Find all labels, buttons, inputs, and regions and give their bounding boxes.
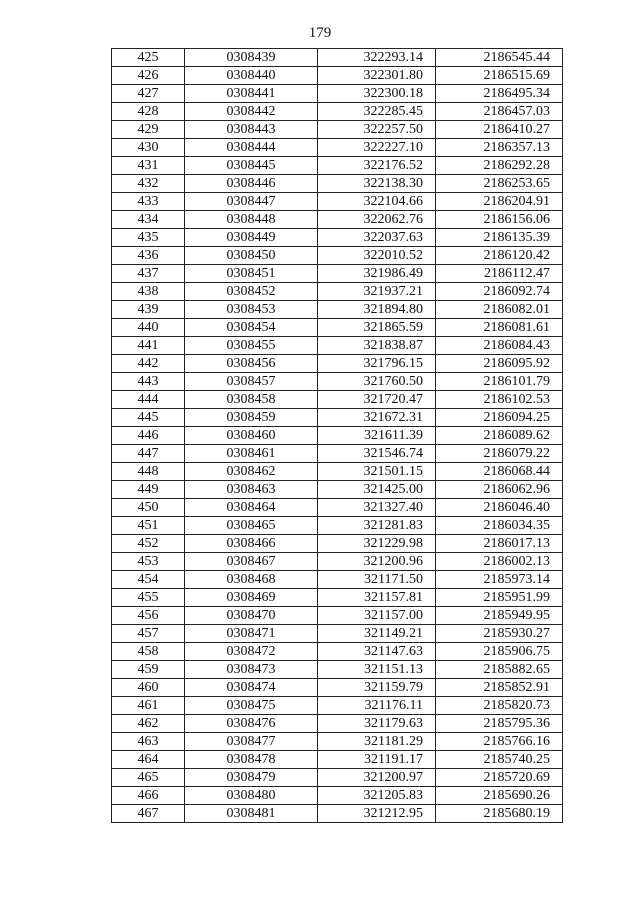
point-index-cell: 435 (112, 229, 185, 247)
point-code-cell: 0308454 (185, 319, 318, 337)
y-coordinate-cell: 2185690.26 (436, 787, 563, 805)
y-coordinate-cell: 2185949.95 (436, 607, 563, 625)
point-code-cell: 0308467 (185, 553, 318, 571)
table-row (112, 625, 563, 643)
point-code-cell: 0308468 (185, 571, 318, 589)
table-row (112, 517, 563, 535)
point-index-cell: 454 (112, 571, 185, 589)
point-index-cell: 466 (112, 787, 185, 805)
table-row (112, 175, 563, 193)
page-number: 179 (308, 25, 332, 41)
y-coordinate-cell: 2185973.14 (436, 571, 563, 589)
point-code-cell: 0308464 (185, 499, 318, 517)
table-body (112, 49, 563, 823)
x-coordinate-cell: 322138.30 (318, 175, 436, 193)
point-code-cell: 0308451 (185, 265, 318, 283)
point-code-cell: 0308458 (185, 391, 318, 409)
point-code-cell: 0308465 (185, 517, 318, 535)
point-index-cell: 434 (112, 211, 185, 229)
x-coordinate-cell: 322293.14 (318, 49, 436, 67)
x-coordinate-cell: 322257.50 (318, 121, 436, 139)
y-coordinate-cell: 2185740.25 (436, 751, 563, 769)
y-coordinate-cell: 2185930.27 (436, 625, 563, 643)
point-index-cell: 427 (112, 85, 185, 103)
point-index-cell: 426 (112, 67, 185, 85)
point-index-cell: 441 (112, 337, 185, 355)
point-index-cell: 460 (112, 679, 185, 697)
y-coordinate-cell: 2185766.16 (436, 733, 563, 751)
point-index-cell: 446 (112, 427, 185, 445)
x-coordinate-cell: 321179.63 (318, 715, 436, 733)
y-coordinate-cell: 2186102.53 (436, 391, 563, 409)
table-row (112, 193, 563, 211)
table-row (112, 697, 563, 715)
y-coordinate-cell: 2186082.01 (436, 301, 563, 319)
table-row (112, 229, 563, 247)
table-row (112, 373, 563, 391)
y-coordinate-cell: 2185906.75 (436, 643, 563, 661)
point-code-cell: 0308480 (185, 787, 318, 805)
table-row (112, 769, 563, 787)
point-index-cell: 439 (112, 301, 185, 319)
point-index-cell: 459 (112, 661, 185, 679)
table-row (112, 445, 563, 463)
x-coordinate-cell: 321212.95 (318, 805, 436, 823)
table-row (112, 211, 563, 229)
y-coordinate-cell: 2186062.96 (436, 481, 563, 499)
table-row (112, 499, 563, 517)
x-coordinate-cell: 322062.76 (318, 211, 436, 229)
table-row (112, 481, 563, 499)
table-row (112, 607, 563, 625)
y-coordinate-cell: 2185882.65 (436, 661, 563, 679)
y-coordinate-cell: 2186457.03 (436, 103, 563, 121)
x-coordinate-cell: 322037.63 (318, 229, 436, 247)
table-row (112, 139, 563, 157)
point-code-cell: 0308461 (185, 445, 318, 463)
table-row (112, 463, 563, 481)
point-code-cell: 0308455 (185, 337, 318, 355)
point-code-cell: 0308475 (185, 697, 318, 715)
point-index-cell: 464 (112, 751, 185, 769)
x-coordinate-cell: 321159.79 (318, 679, 436, 697)
point-index-cell: 458 (112, 643, 185, 661)
table-row (112, 121, 563, 139)
point-index-cell: 461 (112, 697, 185, 715)
x-coordinate-cell: 321796.15 (318, 355, 436, 373)
point-index-cell: 465 (112, 769, 185, 787)
table-row (112, 715, 563, 733)
x-coordinate-cell: 322010.52 (318, 247, 436, 265)
point-index-cell: 450 (112, 499, 185, 517)
point-code-cell: 0308469 (185, 589, 318, 607)
x-coordinate-cell: 321672.31 (318, 409, 436, 427)
x-coordinate-cell: 322104.66 (318, 193, 436, 211)
x-coordinate-cell: 321181.29 (318, 733, 436, 751)
point-code-cell: 0308477 (185, 733, 318, 751)
x-coordinate-cell: 321200.97 (318, 769, 436, 787)
point-code-cell: 0308476 (185, 715, 318, 733)
point-code-cell: 0308447 (185, 193, 318, 211)
y-coordinate-cell: 2185852.91 (436, 679, 563, 697)
point-index-cell: 457 (112, 625, 185, 643)
x-coordinate-cell: 321149.21 (318, 625, 436, 643)
table-row (112, 427, 563, 445)
x-coordinate-cell: 321986.49 (318, 265, 436, 283)
point-index-cell: 438 (112, 283, 185, 301)
x-coordinate-cell: 321281.83 (318, 517, 436, 535)
y-coordinate-cell: 2185795.36 (436, 715, 563, 733)
x-coordinate-cell: 321865.59 (318, 319, 436, 337)
table-row (112, 589, 563, 607)
y-coordinate-cell: 2186112.47 (436, 265, 563, 283)
point-index-cell: 425 (112, 49, 185, 67)
point-code-cell: 0308442 (185, 103, 318, 121)
x-coordinate-cell: 321611.39 (318, 427, 436, 445)
x-coordinate-cell: 321501.15 (318, 463, 436, 481)
point-index-cell: 448 (112, 463, 185, 481)
table-row (112, 553, 563, 571)
point-index-cell: 463 (112, 733, 185, 751)
x-coordinate-cell: 321838.87 (318, 337, 436, 355)
x-coordinate-cell: 321425.00 (318, 481, 436, 499)
table-row (112, 535, 563, 553)
point-code-cell: 0308449 (185, 229, 318, 247)
point-index-cell: 456 (112, 607, 185, 625)
point-index-cell: 455 (112, 589, 185, 607)
point-index-cell: 437 (112, 265, 185, 283)
x-coordinate-cell: 321760.50 (318, 373, 436, 391)
table-row (112, 355, 563, 373)
table-row (112, 661, 563, 679)
table-row (112, 643, 563, 661)
x-coordinate-cell: 322300.18 (318, 85, 436, 103)
point-index-cell: 433 (112, 193, 185, 211)
point-index-cell: 443 (112, 373, 185, 391)
y-coordinate-cell: 2186495.34 (436, 85, 563, 103)
table-row (112, 679, 563, 697)
table-row (112, 319, 563, 337)
point-index-cell: 430 (112, 139, 185, 157)
point-index-cell: 453 (112, 553, 185, 571)
y-coordinate-cell: 2186292.28 (436, 157, 563, 175)
point-index-cell: 462 (112, 715, 185, 733)
point-code-cell: 0308479 (185, 769, 318, 787)
y-coordinate-cell: 2186034.35 (436, 517, 563, 535)
point-code-cell: 0308439 (185, 49, 318, 67)
point-code-cell: 0308457 (185, 373, 318, 391)
y-coordinate-cell: 2186095.92 (436, 355, 563, 373)
y-coordinate-cell: 2186081.61 (436, 319, 563, 337)
table-row (112, 805, 563, 823)
x-coordinate-cell: 321157.00 (318, 607, 436, 625)
point-code-cell: 0308459 (185, 409, 318, 427)
table-row (112, 391, 563, 409)
y-coordinate-cell: 2186089.62 (436, 427, 563, 445)
y-coordinate-cell: 2185951.99 (436, 589, 563, 607)
x-coordinate-cell: 321147.63 (318, 643, 436, 661)
table-row (112, 787, 563, 805)
point-index-cell: 445 (112, 409, 185, 427)
y-coordinate-cell: 2186094.25 (436, 409, 563, 427)
point-index-cell: 467 (112, 805, 185, 823)
y-coordinate-cell: 2186545.44 (436, 49, 563, 67)
point-code-cell: 0308470 (185, 607, 318, 625)
point-code-cell: 0308481 (185, 805, 318, 823)
point-code-cell: 0308466 (185, 535, 318, 553)
point-code-cell: 0308450 (185, 247, 318, 265)
point-index-cell: 436 (112, 247, 185, 265)
y-coordinate-cell: 2186135.39 (436, 229, 563, 247)
point-index-cell: 444 (112, 391, 185, 409)
table-row (112, 337, 563, 355)
point-code-cell: 0308473 (185, 661, 318, 679)
x-coordinate-cell: 321191.17 (318, 751, 436, 769)
y-coordinate-cell: 2186002.13 (436, 553, 563, 571)
y-coordinate-cell: 2186357.13 (436, 139, 563, 157)
point-code-cell: 0308460 (185, 427, 318, 445)
x-coordinate-cell: 321720.47 (318, 391, 436, 409)
x-coordinate-cell: 321171.50 (318, 571, 436, 589)
table-row (112, 409, 563, 427)
y-coordinate-cell: 2186092.74 (436, 283, 563, 301)
x-coordinate-cell: 322301.80 (318, 67, 436, 85)
table-row (112, 49, 563, 67)
point-index-cell: 431 (112, 157, 185, 175)
table-row (112, 283, 563, 301)
x-coordinate-cell: 321151.13 (318, 661, 436, 679)
y-coordinate-cell: 2186410.27 (436, 121, 563, 139)
x-coordinate-cell: 321937.21 (318, 283, 436, 301)
point-code-cell: 0308471 (185, 625, 318, 643)
x-coordinate-cell: 321229.98 (318, 535, 436, 553)
point-code-cell: 0308472 (185, 643, 318, 661)
y-coordinate-cell: 2186515.69 (436, 67, 563, 85)
y-coordinate-cell: 2186156.06 (436, 211, 563, 229)
point-index-cell: 432 (112, 175, 185, 193)
y-coordinate-cell: 2186120.42 (436, 247, 563, 265)
point-index-cell: 442 (112, 355, 185, 373)
point-index-cell: 451 (112, 517, 185, 535)
table-row (112, 247, 563, 265)
y-coordinate-cell: 2186204.91 (436, 193, 563, 211)
y-coordinate-cell: 2186046.40 (436, 499, 563, 517)
x-coordinate-cell: 321327.40 (318, 499, 436, 517)
point-code-cell: 0308453 (185, 301, 318, 319)
point-code-cell: 0308456 (185, 355, 318, 373)
point-index-cell: 429 (112, 121, 185, 139)
table-row (112, 85, 563, 103)
coordinates-table (111, 48, 563, 823)
x-coordinate-cell: 321157.81 (318, 589, 436, 607)
point-code-cell: 0308446 (185, 175, 318, 193)
point-index-cell: 440 (112, 319, 185, 337)
y-coordinate-cell: 2186084.43 (436, 337, 563, 355)
y-coordinate-cell: 2186079.22 (436, 445, 563, 463)
point-code-cell: 0308474 (185, 679, 318, 697)
point-code-cell: 0308441 (185, 85, 318, 103)
point-code-cell: 0308452 (185, 283, 318, 301)
point-code-cell: 0308443 (185, 121, 318, 139)
x-coordinate-cell: 321205.83 (318, 787, 436, 805)
point-code-cell: 0308444 (185, 139, 318, 157)
point-index-cell: 447 (112, 445, 185, 463)
y-coordinate-cell: 2186068.44 (436, 463, 563, 481)
point-index-cell: 449 (112, 481, 185, 499)
table-row (112, 67, 563, 85)
point-code-cell: 0308462 (185, 463, 318, 481)
point-index-cell: 428 (112, 103, 185, 121)
point-index-cell: 452 (112, 535, 185, 553)
x-coordinate-cell: 321200.96 (318, 553, 436, 571)
point-code-cell: 0308448 (185, 211, 318, 229)
point-code-cell: 0308463 (185, 481, 318, 499)
table-row (112, 265, 563, 283)
point-code-cell: 0308445 (185, 157, 318, 175)
x-coordinate-cell: 321176.11 (318, 697, 436, 715)
table-row (112, 301, 563, 319)
x-coordinate-cell: 322285.45 (318, 103, 436, 121)
x-coordinate-cell: 322227.10 (318, 139, 436, 157)
table-row (112, 733, 563, 751)
table-row (112, 103, 563, 121)
point-code-cell: 0308440 (185, 67, 318, 85)
table-row (112, 157, 563, 175)
y-coordinate-cell: 2185680.19 (436, 805, 563, 823)
table-row (112, 571, 563, 589)
x-coordinate-cell: 322176.52 (318, 157, 436, 175)
y-coordinate-cell: 2185720.69 (436, 769, 563, 787)
y-coordinate-cell: 2185820.73 (436, 697, 563, 715)
point-code-cell: 0308478 (185, 751, 318, 769)
y-coordinate-cell: 2186253.65 (436, 175, 563, 193)
x-coordinate-cell: 321546.74 (318, 445, 436, 463)
x-coordinate-cell: 321894.80 (318, 301, 436, 319)
table-row (112, 751, 563, 769)
y-coordinate-cell: 2186101.79 (436, 373, 563, 391)
y-coordinate-cell: 2186017.13 (436, 535, 563, 553)
